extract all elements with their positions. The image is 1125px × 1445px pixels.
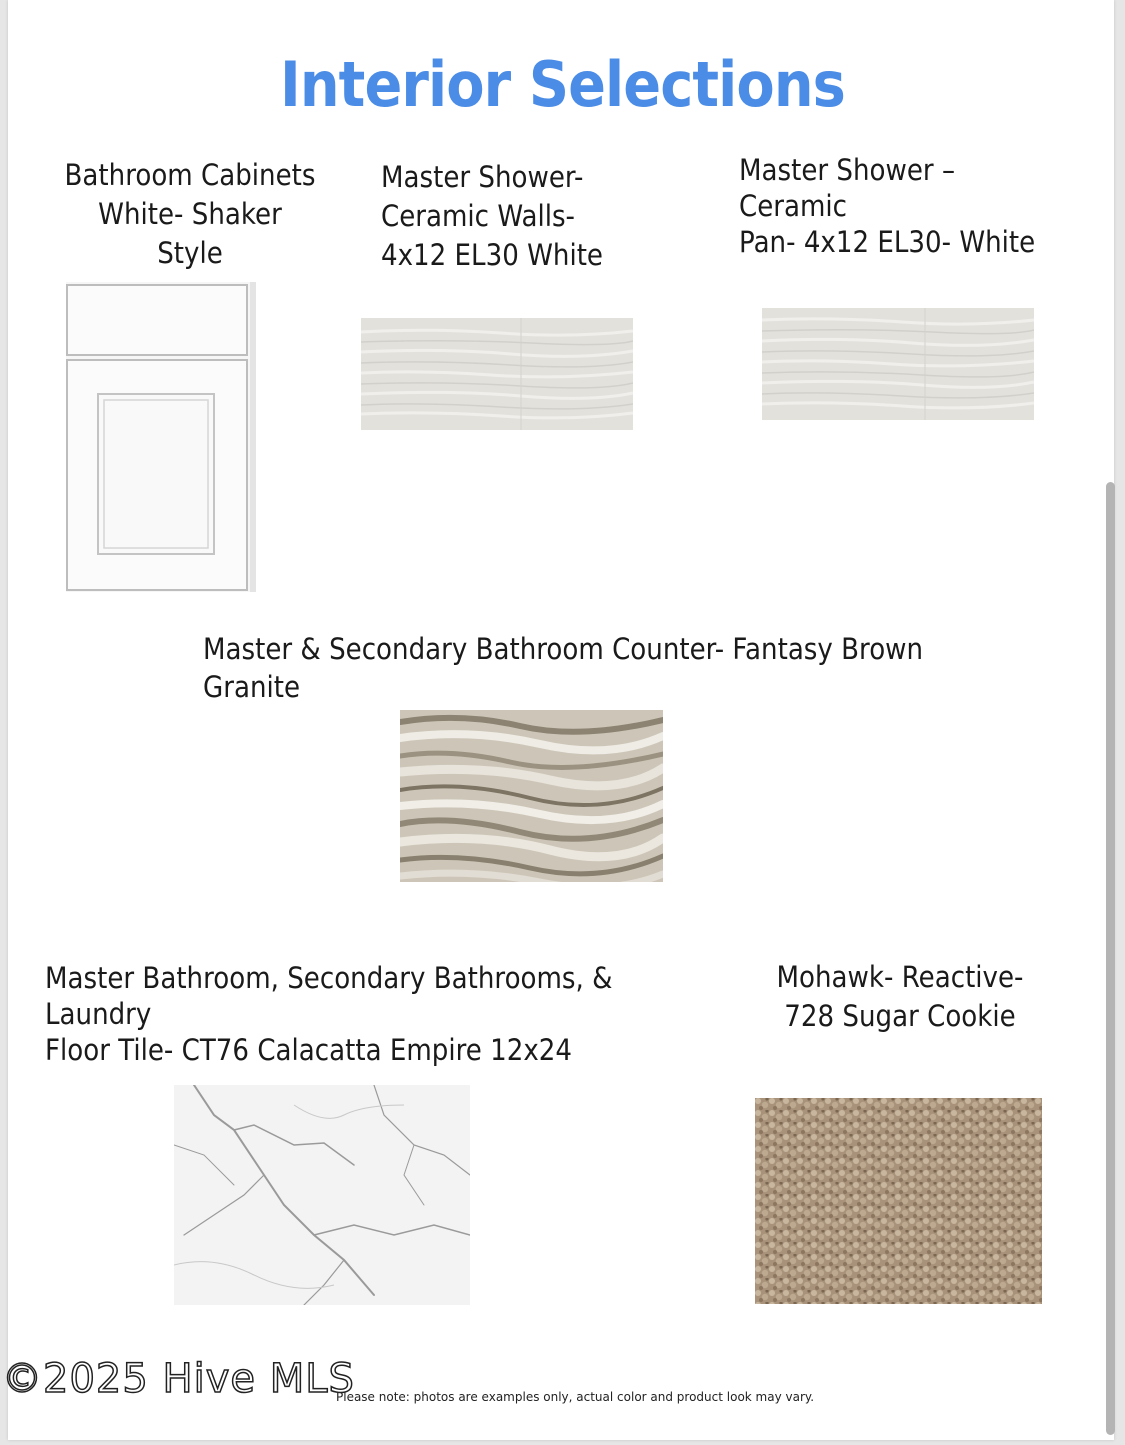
vertical-scrollbar[interactable] [1106, 482, 1115, 1435]
shower-walls-label: Master Shower- Ceramic Walls- 4x12 EL30 White [381, 160, 603, 272]
carpet-swatch-image [755, 1098, 1042, 1304]
cabinet-swatch-image [66, 282, 256, 592]
disclaimer-note: Please note: photos are examples only, actual color and product look may vary. [336, 1390, 815, 1404]
copyright-watermark: ©2025 Hive MLS [2, 1356, 355, 1402]
shower-pan-swatch-image [762, 308, 1034, 420]
marble-swatch-image [174, 1085, 470, 1305]
page-title: Interior Selections [279, 48, 845, 121]
cabinet-label: Bathroom Cabinets White- Shaker Style [64, 158, 316, 270]
shower-walls-swatch-image [361, 318, 633, 430]
counter-label: Master & Secondary Bathroom Counter- Fantasy Brown Granite [203, 632, 924, 704]
granite-swatch-image [400, 710, 663, 882]
shower-pan-label: Master Shower –Ceramic Pan- 4x12 EL30- White [739, 153, 1036, 259]
floor-tile-label: Master Bathroom, Secondary Bathrooms, & Laundry Floor Tile- CT76 Calacatta Empire 12x24 [45, 961, 613, 1067]
carpet-label: Mohawk- Reactive- 728 Sugar Cookie [776, 960, 1024, 1033]
